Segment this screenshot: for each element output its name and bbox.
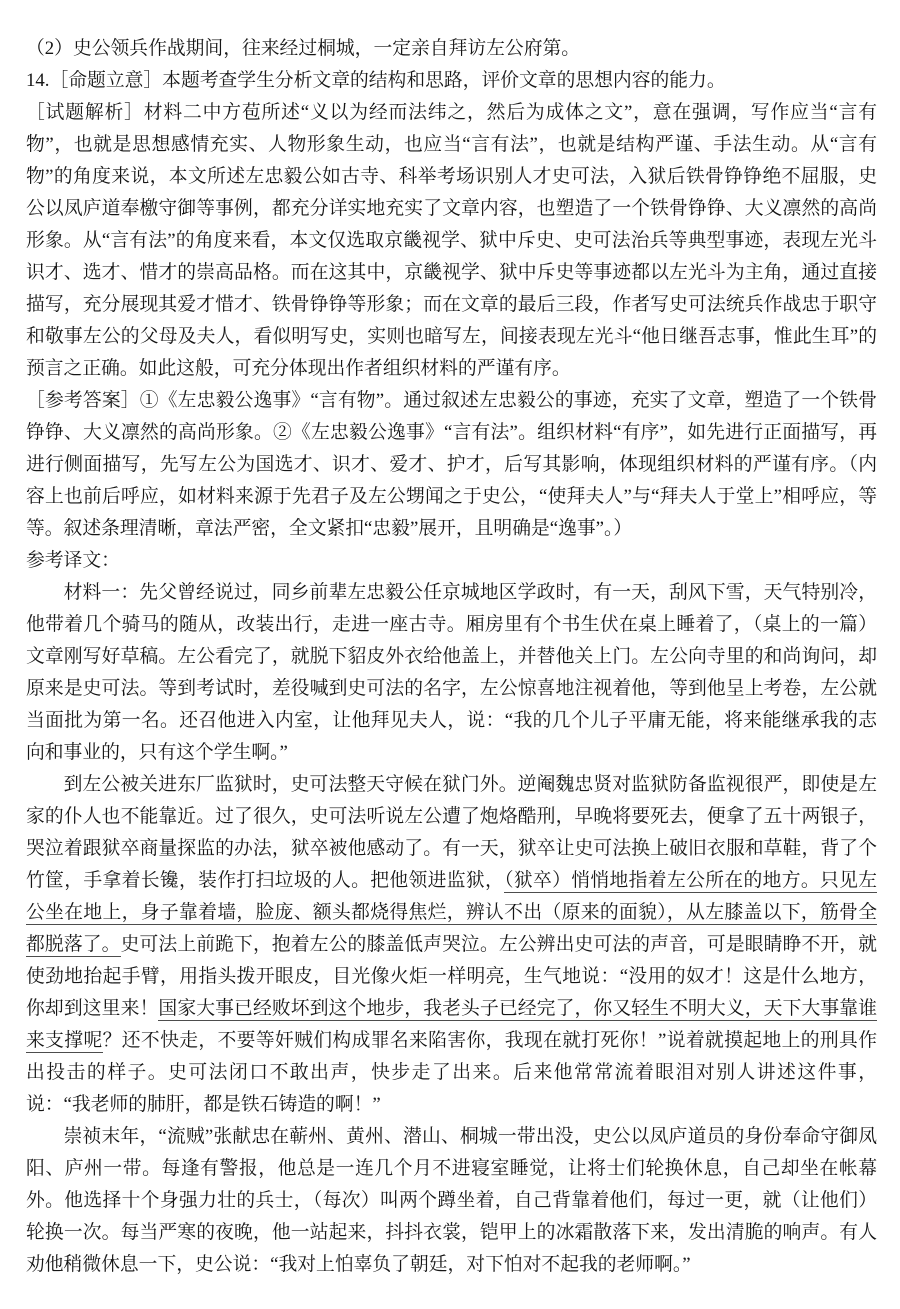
- question-14-intent: [26, 65, 877, 97]
- text-segment: ［参考答案］①《左忠毅公逸事》“言有物”。通过叙述左忠毅公的事迹，充实了文章，塑造了一个铁骨铮铮、大义凛然的高尚形象。②《左忠毅公逸事》“言有法”。组织材料“有序”，如先进行正面描写，再进行侧面描写，先写左公为国选才、识才、爱才、护才，后写其影响，体现组织材料的严谨有序。（内容上也前后呼应，如材料来源于先君子及左公甥闻之于史公，“使拜夫人”与“拜夫人于堂上”相呼应，等等。叙述条理清晰，章法严密，全文紧扣“忠毅”展开，且明确是“逸事”。）: [26, 390, 877, 539]
- translation-material-1-paragraph-2: [26, 769, 877, 1121]
- translation-material-1-paragraph-3: [26, 1121, 877, 1281]
- text-segment: 史可法上前跪下，抱着左公的膝盖低声哭泣。左公辨出史可法的声音，可是眼睛睁不开，就使劲地抬起手臂，用指头拨开眼皮，目光像火炬一样明亮，生气地说：“没用的奴才！这是什么地方，你却到这里来！: [26, 934, 878, 1019]
- text-segment: 材料一：先父曾经说过，同乡前辈左忠毅公任京城地区学政时，有一天，刮风下雪，天气特别冷，他带着几个骑马的随从，改装出行，走进一座古寺。厢房里有个书生伏在桌上睡着了，（桌上的一篇）文章刚写好草稿。左公看完了，就脱下貂皮外衣给他盖上，并替他关上门。左公向寺里的和尚询问，却原来是史可法。等到考试时，差役喊到史可法的名字，左公惊喜地注视着他，等到他呈上考卷，左公就当面批为第一名。还召他进入内室，让他拜见夫人，说：“我的几个儿子平庸无能，将来能继承我的志向和事业的，只有这个学生啊。”: [26, 582, 877, 763]
- underlined-text-segment: 国家大事已经败坏到这个地步，我老头子已经完了，你又轻生不明大义，天下大事靠谁来支撑呢: [26, 998, 878, 1051]
- question-14-reference-answer: [26, 385, 877, 545]
- text-segment: （2）史公领兵作战期间，往来经过桐城，一定亲自拜访左公府第。: [26, 38, 581, 59]
- translation-material-1-paragraph-1: [26, 577, 877, 769]
- translation-heading: [26, 545, 877, 577]
- underlined-text-segment: （狱卒）悄悄地指着左公所在的地方。只见左公坐在地上，身子靠着墙，脸庞、额头都烧得焦烂，辨认不出（原来的面貌），从左膝盖以下，筋骨全都脱落了。: [26, 870, 877, 955]
- text-segment: 14.［命题立意］本题考查学生分析文章的结构和思路，评价文章的思想内容的能力。: [26, 70, 726, 91]
- answer-item-2: [26, 33, 877, 65]
- question-14-analysis: [26, 97, 877, 385]
- text-segment: ［试题解析］材料二中方苞所述“义以为经而法纬之，然后为成体之文”，意在强调，写作应当“言有物”，也就是思想感情充实、人物形象生动，也应当“言有法”，也就是结构严谨、手法生动。从“言有物”的角度来说，本文所述左忠毅公如古寺、科举考场识别人才史可法，入狱后铁骨铮铮绝不屈服，史公以凤庐道奉檄守御等事例，都充分详实地充实了文章内容，也塑造了一个铁骨铮铮、大义凛然的高尚形象。从“言有法”的角度来看，本文仅选取京畿视学、狱中斥史、史可法治兵等典型事迹，表现左光斗识才、选才、惜才的崇高品格。而在这其中，京畿视学、狱中斥史等事迹都以左光斗为主角，通过直接描写，充分展现其爱才惜才、铁骨铮铮等形象；而在文章的最后三段，作者写史可法统兵作战忠于职守和敬事左公的父母及夫人，看似明写史，实则也暗写左，间接表现左光斗“他日继吾志事，惟此生耳”的预言之正确。如此这般，可充分体现出作者组织材料的严谨有序。: [26, 102, 877, 379]
- text-segment: ？还不快走，不要等奸贼们构成罪名来陷害你，我现在就打死你！”说着就摸起地上的刑具作出投击的样子。史可法闭口不敢出声，快步走了出来。后来他常常流着眼泪对别人讲述这件事，说：“我老师的肺肝，都是铁石铸造的啊！”: [26, 1030, 877, 1115]
- text-segment: 到左公被关进东厂监狱时，史可法整天守候在狱门外。逆阉魏忠贤对监狱防备监视很严，即使是左家的仆人也不能靠近。过了很久，史可法听说左公遭了炮烙酷刑，早晚将要死去，便拿了五十两银子，哭泣着跟狱卒商量探监的办法，狱卒被他感动了。有一天，狱卒让史可法换上破旧衣服和草鞋，背了个竹筐，手拿着长镵，装作打扫垃圾的人。把他领进监狱，: [26, 774, 877, 891]
- text-segment: 参考译文：: [26, 550, 120, 571]
- text-segment: 崇祯末年，“流贼”张献忠在蕲州、黄州、潜山、桐城一带出没，史公以凤庐道员的身份奉命守御凤阳、庐州一带。每逢有警报，他总是一连几个月不进寝室睡觉，让将士们轮换休息，自己却坐在帐幕外。他选择十个身强力壮的兵士，（每次）叫两个蹲坐着，自己背靠着他们，每过一更，就（让他们）轮换一次。每当严寒的夜晚，他一站起来，抖抖衣裳，铠甲上的冰霜散落下来，发出清脆的响声。有人劝他稍微休息一下，史公说：“我对上怕辜负了朝廷，对下怕对不起我的老师啊。”: [26, 1126, 877, 1275]
